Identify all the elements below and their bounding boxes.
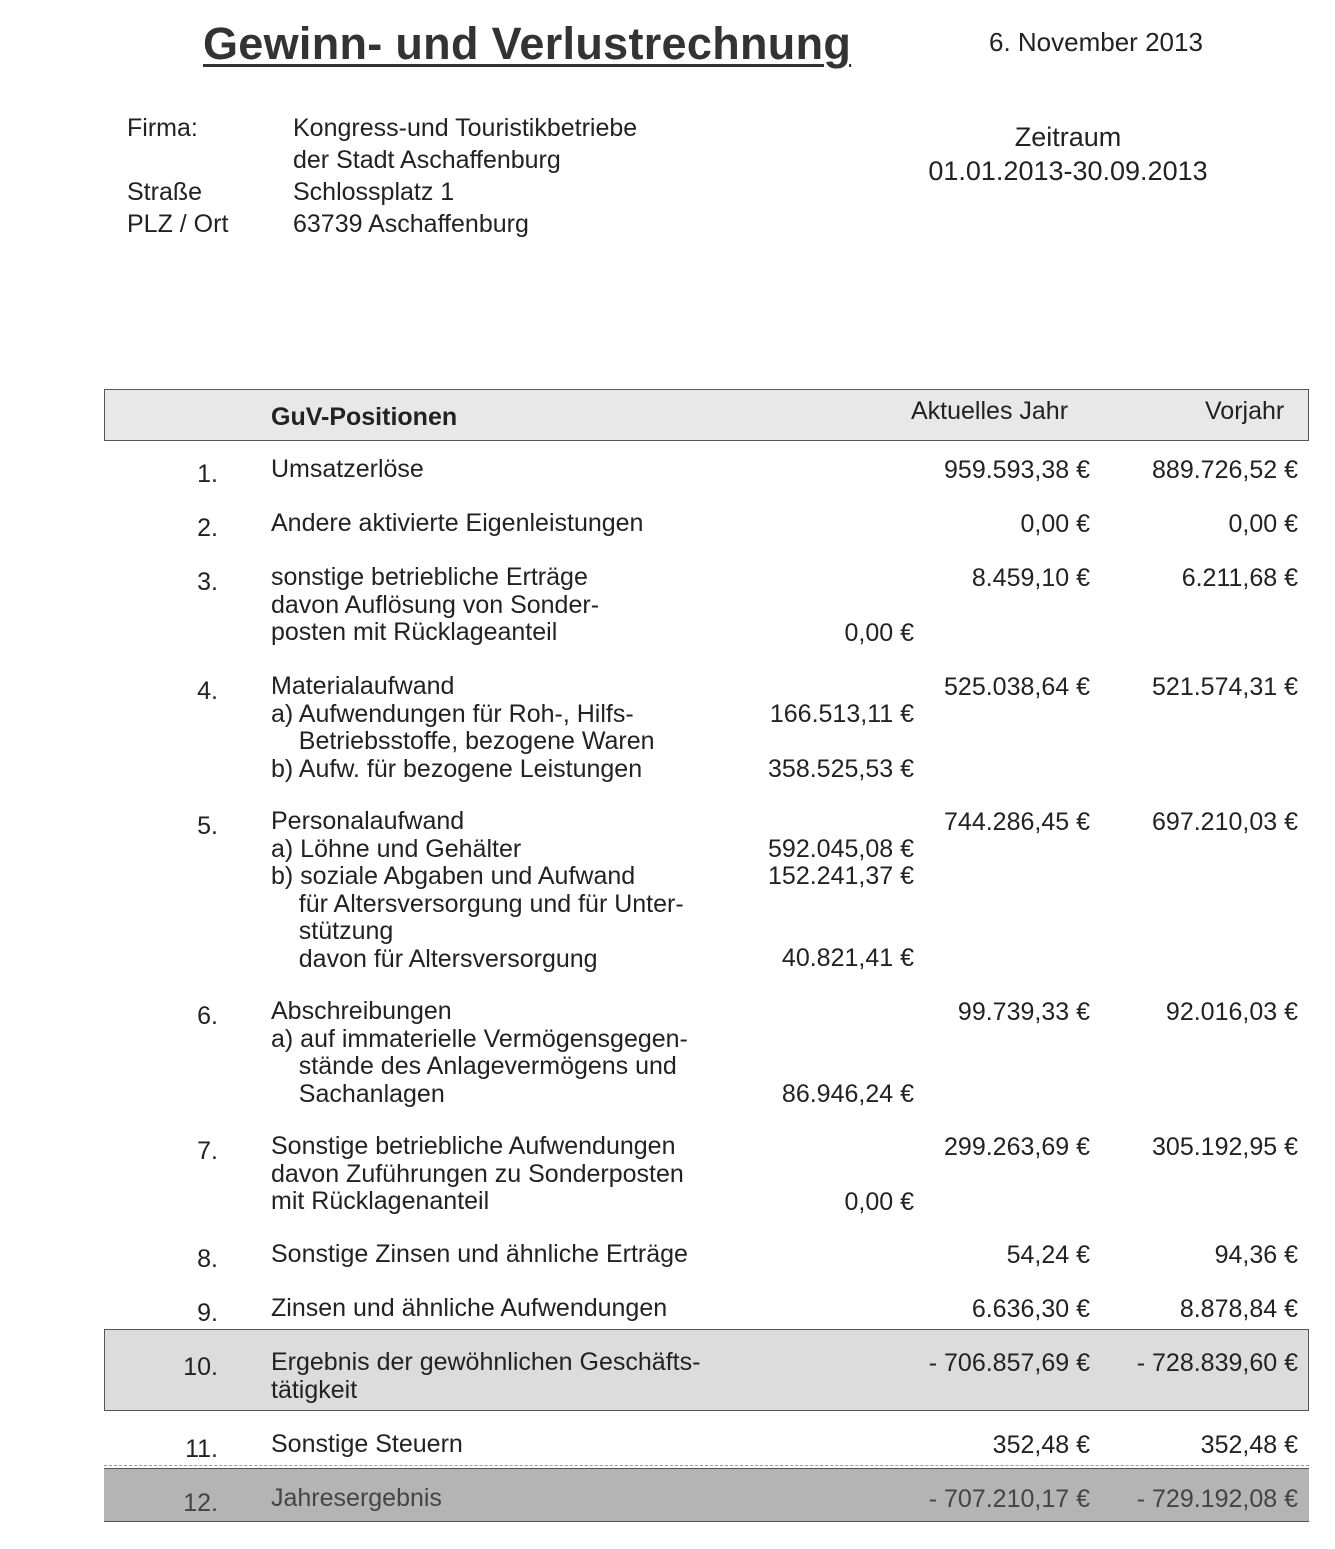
- row-6-text: Abschreibungen a) auf immaterielle Vermögensgegen- stände des Anlagevermögens und Sachanlagen: [271, 997, 688, 1108]
- row-5-sub-a: 592.045,08 €: [768, 835, 914, 863]
- row-6-current: 99.739,33 €: [957, 998, 1090, 1026]
- ort-label: PLZ / Ort: [127, 210, 229, 238]
- row-3-text: sonstige betriebliche Erträge davon Auflösung von Sonder- posten mit Rücklageanteil: [271, 563, 600, 646]
- row-7-text: Sonstige betriebliche Aufwendungen davon Zuführungen zu Sonderposten mit Rücklagenanteil: [271, 1132, 684, 1215]
- row-4-text: Materialaufwand a) Aufwendungen für Roh-, Hilfs- Betriebsstoffe, bezogene Waren b) Aufw. für bezogene Leistungen: [271, 672, 655, 783]
- row-11-text: Sonstige Steuern: [271, 1430, 463, 1458]
- row-6-sub: 86.946,24 €: [781, 1080, 914, 1108]
- row-9-current: 6.636,30 €: [971, 1295, 1090, 1323]
- strasse-value: Schlossplatz 1: [293, 178, 455, 206]
- row-10-current: - 706.857,69 €: [928, 1349, 1090, 1377]
- row-5-previous: 697.210,03 €: [1152, 808, 1298, 836]
- row-4-current: 525.038,64 €: [944, 673, 1090, 701]
- row-10-previous: - 728.839,60 €: [1136, 1349, 1298, 1377]
- page-title: Gewinn- und Verlustrechnung: [203, 18, 852, 69]
- firma-line1: Kongress-und Touristikbetriebe: [293, 114, 638, 142]
- col-previous-header: Vorjahr: [1205, 397, 1285, 425]
- period-value: 01.01.2013-30.09.2013: [928, 156, 1208, 186]
- ort-value: 63739 Aschaffenburg: [293, 210, 529, 238]
- row-4-number: 4.: [197, 677, 218, 705]
- row-2-current: 0,00 €: [1020, 510, 1090, 538]
- row-2-text: Andere aktivierte Eigenleistungen: [271, 509, 644, 537]
- firma-line2: der Stadt Aschaffenburg: [293, 146, 561, 174]
- row-4-previous: 521.574,31 €: [1152, 673, 1298, 701]
- row-5-text: Personalaufwand a) Löhne und Gehälter b) soziale Abgaben und Aufwand für Altersversorgung und für Unter- stützung davon für Altersversorgung: [271, 807, 684, 973]
- row-3-sub: 0,00 €: [844, 619, 914, 647]
- row-1-text: Umsatzerlöse: [271, 455, 424, 483]
- row-8-text: Sonstige Zinsen und ähnliche Erträge: [271, 1240, 688, 1268]
- row-8-previous: 94,36 €: [1214, 1241, 1298, 1269]
- row-5-number: 5.: [197, 812, 218, 840]
- row-10-text: Ergebnis der gewöhnlichen Geschäfts- tätigkeit: [271, 1348, 701, 1404]
- document-date: 6. November 2013: [989, 27, 1203, 57]
- row-7-previous: 305.192,95 €: [1152, 1133, 1298, 1161]
- row-3-number: 3.: [197, 568, 218, 596]
- row-7-sub: 0,00 €: [844, 1188, 914, 1216]
- separator-line: [104, 1465, 1309, 1466]
- row-7-current: 299.263,69 €: [944, 1133, 1090, 1161]
- row-11-number: 11.: [185, 1435, 218, 1463]
- row-5-current: 744.286,45 €: [944, 808, 1090, 836]
- row-9-number: 9.: [197, 1299, 218, 1327]
- row-8-number: 8.: [197, 1245, 218, 1273]
- col-positions-header: GuV-Positionen: [271, 403, 458, 431]
- row-2-number: 2.: [197, 514, 218, 542]
- row-9-previous: 8.878,84 €: [1179, 1295, 1298, 1323]
- row-12-previous: - 729.192,08 €: [1136, 1485, 1298, 1513]
- col-current-header: Aktuelles Jahr: [911, 397, 1069, 425]
- row-7-number: 7.: [197, 1137, 218, 1165]
- row-3-previous: 6.211,68 €: [1181, 564, 1298, 592]
- row-10-number: 10.: [183, 1353, 218, 1381]
- row-1-previous: 889.726,52 €: [1152, 456, 1298, 484]
- row-12-text: Jahresergebnis: [271, 1484, 442, 1512]
- row-12-current: - 707.210,17 €: [928, 1485, 1090, 1513]
- row-6-number: 6.: [197, 1002, 218, 1030]
- row-3-current: 8.459,10 €: [971, 564, 1090, 592]
- strasse-label: Straße: [127, 178, 203, 206]
- row-5-sub-c: 40.821,41 €: [781, 944, 914, 972]
- row-1-current: 959.593,38 €: [944, 456, 1090, 484]
- firma-label: Firma:: [127, 114, 198, 142]
- period-label: Zeitraum: [1014, 122, 1122, 152]
- row-4-sub-b: 358.525,53 €: [768, 755, 914, 783]
- row-6-previous: 92.016,03 €: [1165, 998, 1298, 1026]
- row-2-previous: 0,00 €: [1228, 510, 1298, 538]
- row-9-text: Zinsen und ähnliche Aufwendungen: [271, 1294, 668, 1322]
- row-11-current: 352,48 €: [992, 1431, 1090, 1459]
- row-8-current: 54,24 €: [1006, 1241, 1090, 1269]
- row-4-sub-a: 166.513,11 €: [769, 700, 914, 728]
- row-12-number: 12.: [183, 1489, 218, 1517]
- row-11-previous: 352,48 €: [1200, 1431, 1298, 1459]
- row-1-number: 1.: [197, 460, 218, 488]
- row-5-sub-b: 152.241,37 €: [768, 862, 914, 890]
